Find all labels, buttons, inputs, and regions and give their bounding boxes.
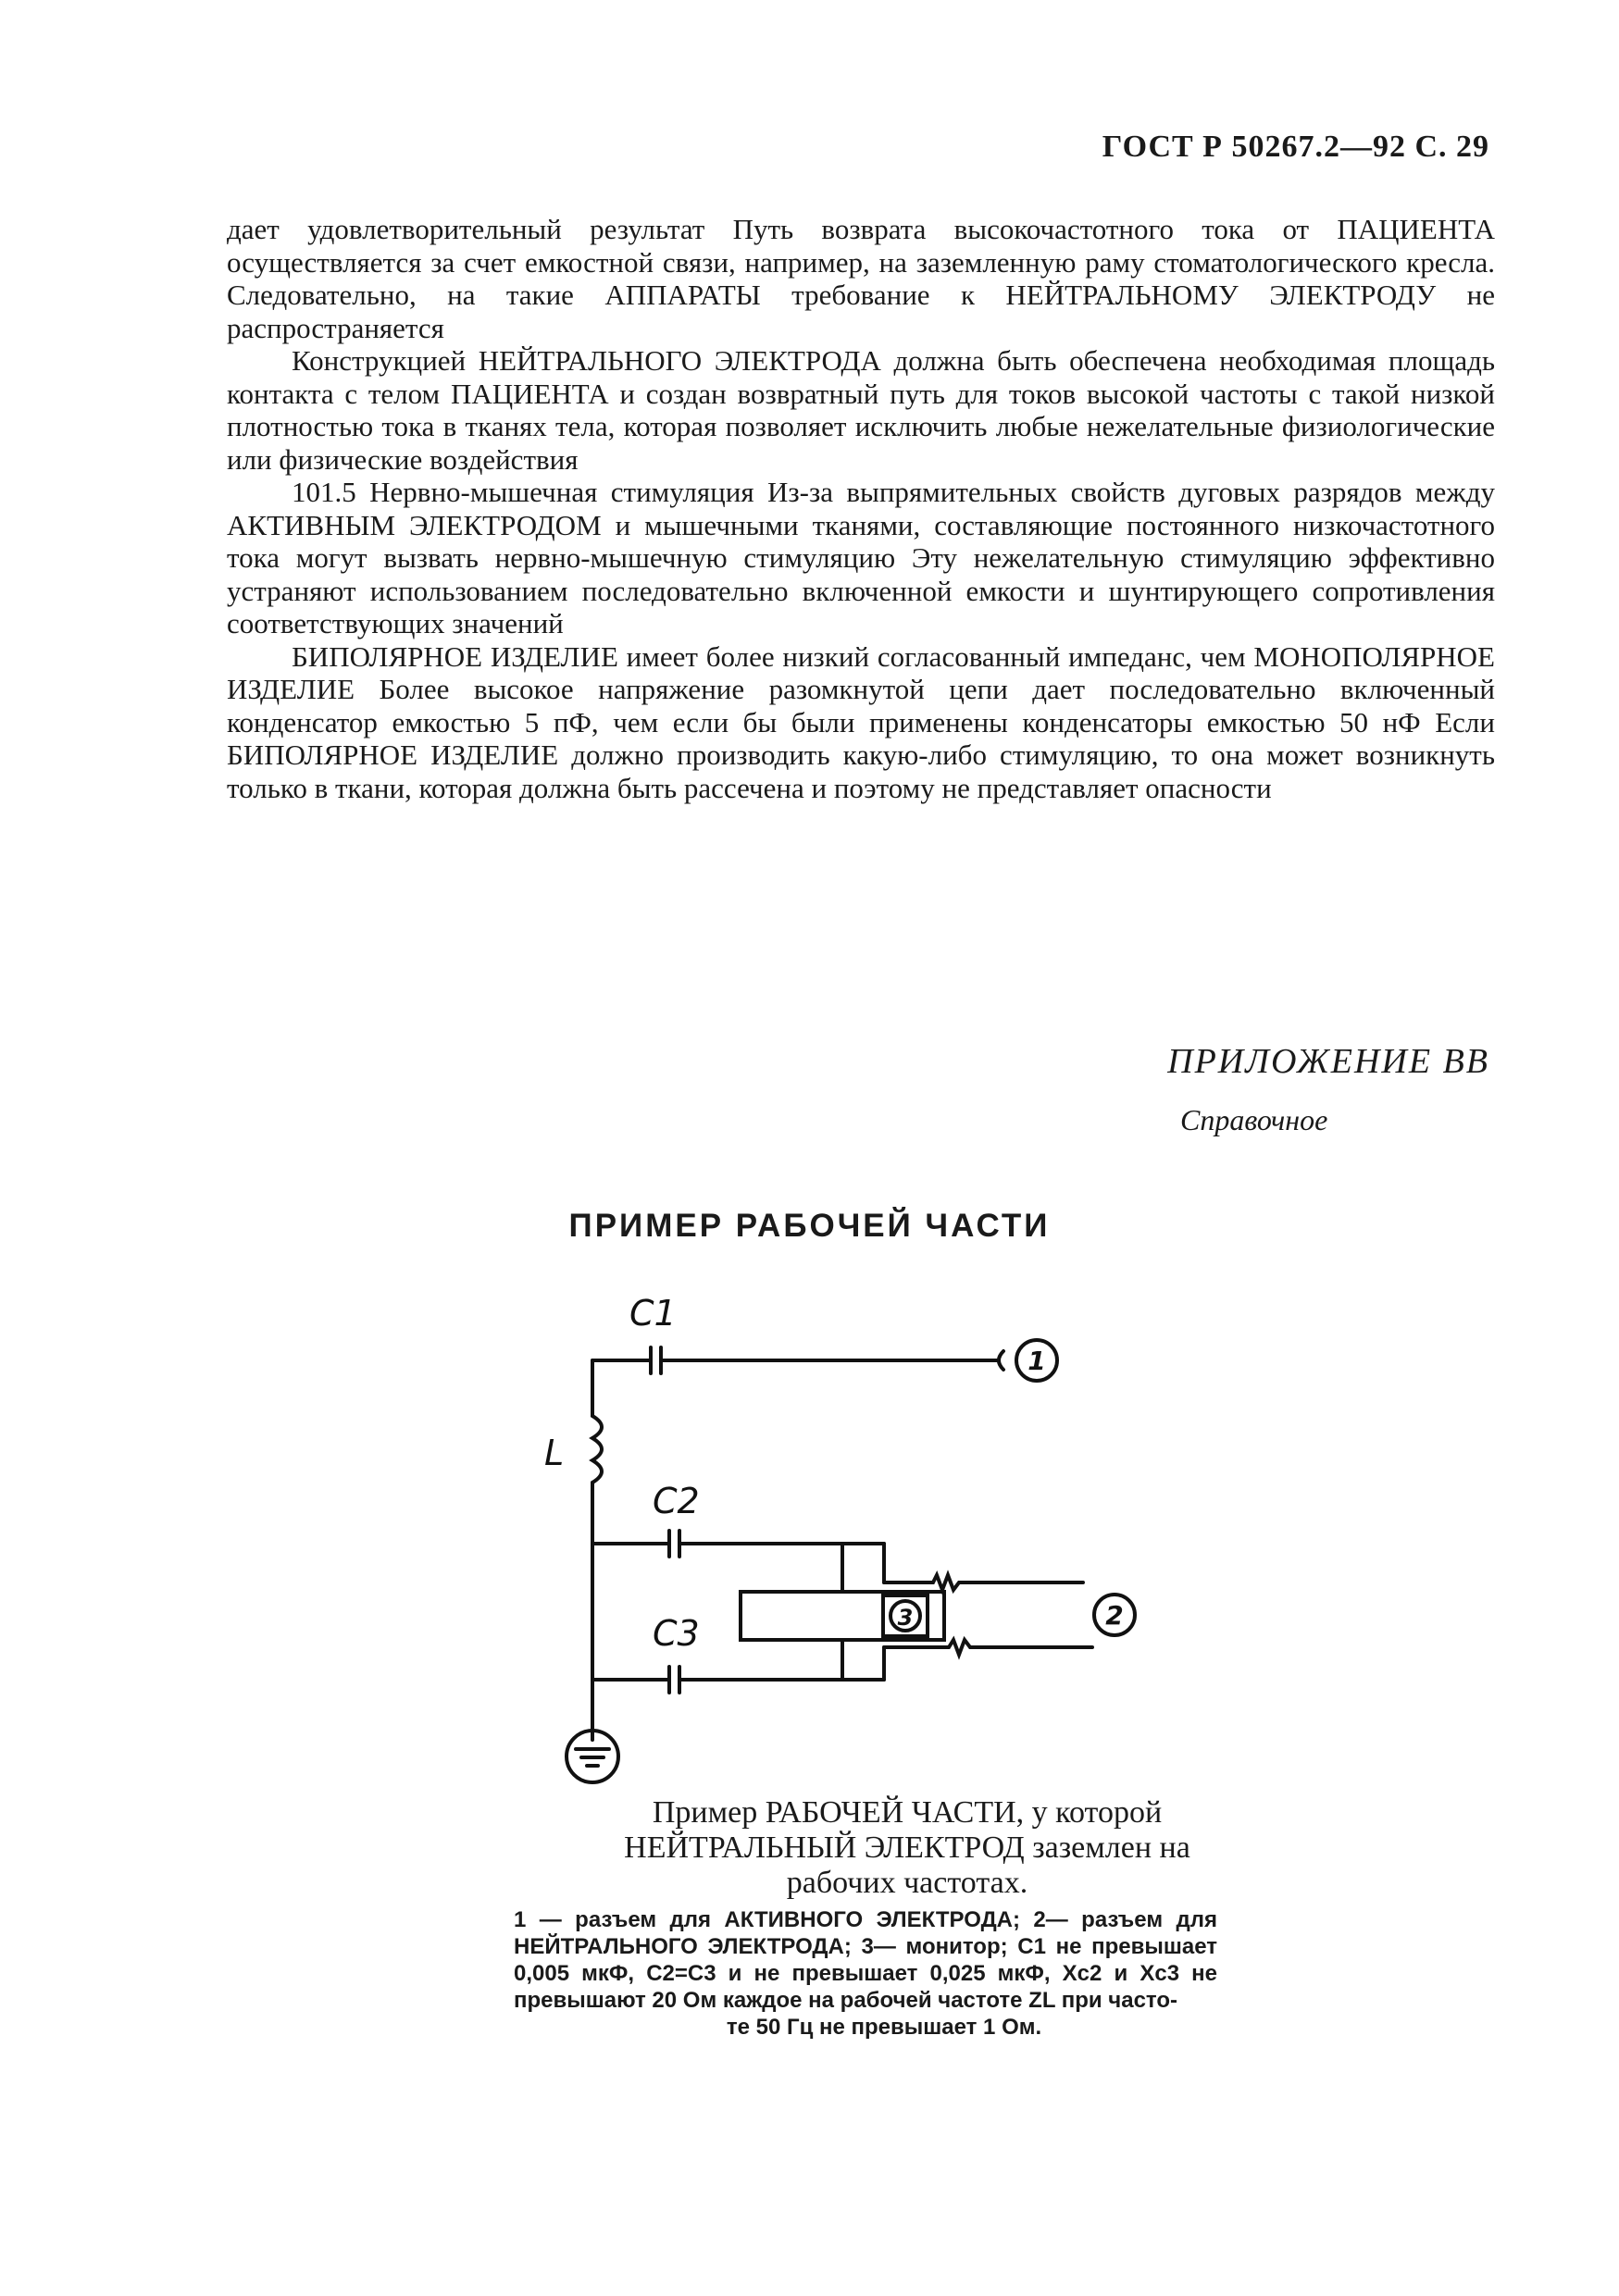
caption-line-3: рабочих частотах. [786,1866,1028,1900]
label-monitor-3: 3 [897,1605,914,1631]
appendix-type: Справочное [1180,1103,1328,1136]
figure-caption [518,1795,1296,1901]
legend-text-end: те 50 Гц не превышает 1 Ом. [726,2015,1042,2040]
inductor-l [592,1416,602,1492]
figure-title: ПРИМЕР РАБОЧЕЙ ЧАСТИ [568,1208,1051,1244]
appendix-title: ПРИЛОЖЕНИЕ ВВ [1167,1042,1489,1081]
terminal-1-connector [999,1351,1003,1370]
paragraph-3: 101.5 Нервно-мышечная стимуляция Из-за выпрямительных свойств дуговых разрядов между АКТИВНЫМ ЭЛЕКТРОДОМ и мышечными тканями, составляющие постоянного низкочастотного тока могут вызвать нервно-мышечную стимуляцию Эту нежелательную стимуляцию эффективно устраняют использованием последовательно включенной емкости и шунтирующего сопротивления соответствующих значений [227,476,1495,639]
label-c2: C2 [653,1481,700,1521]
label-l: L [544,1433,565,1473]
page-header: ГОСТ Р 50267.2—92 С. 29 [1102,130,1489,164]
monitor-box [741,1592,944,1640]
figure-legend [514,1906,1217,2041]
legend-text: 1 — разъем для АКТИВНОГО ЭЛЕКТРОДА; 2— разъем для НЕЙТРАЛЬНОГО ЭЛЕКТРОДА; 3— монитор; C1 не превышает 0,005 мкФ, C2=C3 и не превышает 0,025 мкФ, Xc2 и Xc3 не превышают 20 Ом каждое на рабочей частоте ZL при часто- [514,1907,1217,2013]
label-c3: C3 [653,1613,700,1654]
paragraph-4: БИПОЛЯРНОЕ ИЗДЕЛИЕ имеет более низкий согласованный импеданс, чем МОНОПОЛЯРНОЕ ИЗДЕЛИЕ Более высокое напряжение разомкнутой цепи дает последовательно включенный конденсатор емкостью 5 пФ, чем если бы были применены конденсаторы емкостью 50 нФ Если БИПОЛЯРНОЕ ИЗДЕЛИЕ должно производить какую-либо стимуляцию, то она может возникнуть только в ткани, которая должна быть рассечена и поэтому не представляет опасности [227,639,1495,804]
paragraph-1: дает удовлетворительный результат Путь возврата высокочастотного тока от ПАЦИЕНТА осуществляется за счет емкостной связи, например, на заземленную раму стоматологического кресла. Следовательно, на такие АППАРАТЫ требование к НЕЙТРАЛЬНОМУ ЭЛЕКТРОДУ не распространяется [227,213,1495,344]
label-terminal-2: 2 [1105,1600,1124,1631]
lead-2-lower [884,1640,1092,1655]
lead-2-upper [884,1575,1083,1590]
paragraph-2: Конструкцией НЕЙТРАЛЬНОГО ЭЛЕКТРОДА должна быть обеспечена необходимая площадь контакта с телом ПАЦИЕНТА и создан возвратный путь для токов высокой частоты с такой низкой плотностью тока в тканях тела, которая позволяет исключить любые нежелательные физиологические или физические воздействия [227,344,1495,476]
caption-line-2: НЕЙТРАЛЬНЫЙ ЭЛЕКТРОД заземлен на [624,1831,1190,1865]
label-c1: C1 [629,1293,677,1334]
body-text [227,213,1495,804]
circuit-diagram [518,1277,1259,1795]
caption-line-1: Пример РАБОЧЕЙ ЧАСТИ, у которой [652,1795,1163,1830]
label-terminal-1: 1 [1027,1346,1046,1376]
